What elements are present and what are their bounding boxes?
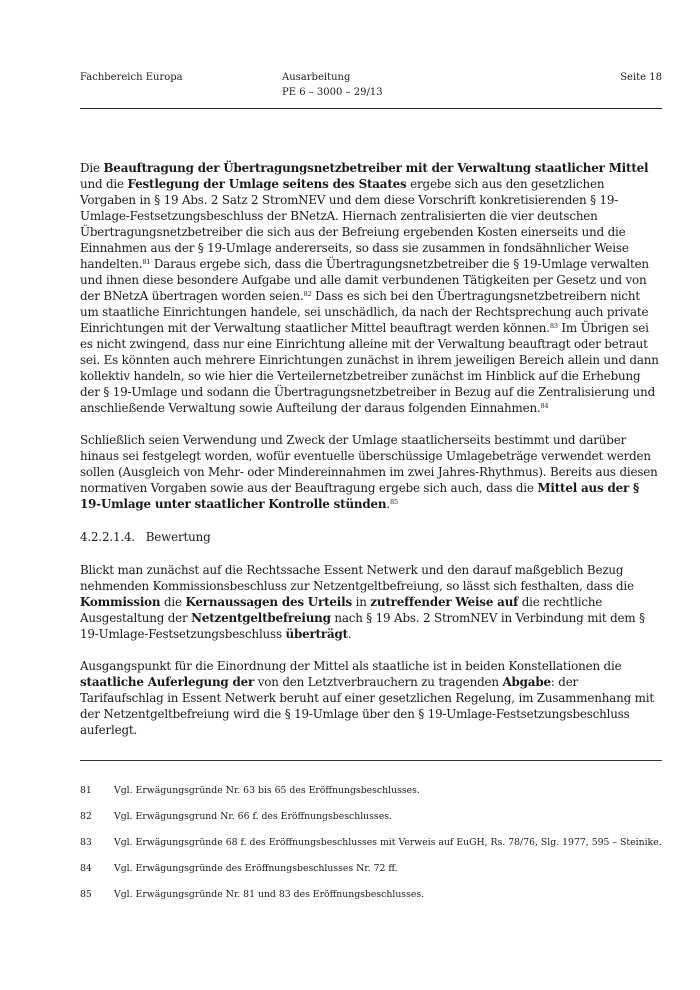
text-run: .: [347, 627, 352, 641]
bold-run: Netzentgeltbefreiung: [191, 611, 331, 625]
footnote-ref[interactable]: 85: [390, 498, 398, 506]
page-header: [80, 66, 662, 109]
text-run: Im Übrigen sei es nicht zwingend, dass nur eine Einrichtung alleine mit der Verwaltung beauftragt oder betraut sei. Es könnten auch mehrere Einrichtungen zunächst in ihrem jeweiligen Bereich allein und dann kollektiv handeln, so wie hier die Verteilernetzbetreiber zunächst im Hinblick auf die Erhebung der § 19-Umlage und sodann die Übertragungsnetzbetreiber in Bezug auf die Zentralisierung und anschließende Verwaltung sowie Aufteilung der daraus folgenden Einnahmen.: [80, 321, 659, 415]
footnote-number: 82: [80, 811, 92, 822]
bold-run: Kommission: [80, 595, 161, 609]
text-run: Dass es sich bei den Übertragungsnetzbetreibern nicht um staatliche Einrichtungen handele, sei unschädlich, da nach der Rechtsprechung auch private Einrichtungen mit der Verwaltung staatlicher Mittel beauftragt werden können.: [80, 289, 649, 335]
bold-run: überträgt: [285, 627, 348, 641]
paragraph-3: [80, 562, 662, 642]
text-run: die: [160, 595, 186, 609]
text-run: Die: [80, 161, 104, 175]
text-run: nach § 19 Abs. 2 StromNEV in Verbindung mit dem § 19-Umlage-Festsetzungsbeschluss: [80, 611, 645, 641]
footnote-text: Vgl. Erwägungsgründe 68 f. des Eröffnungsbeschlusses mit Verweis auf EuGH, Rs. 78/76, Slg. 1977, 595 – Steinike.: [114, 837, 662, 848]
footnote-83: [80, 836, 662, 849]
text-run: Schließlich seien Verwendung und Zweck der Umlage staatlicherseits bestimmt und darüber hinaus sei festgelegt worden, wofür eventuelle überschüssige Umlagebeträge verwendet werden sollen (Ausgleich von Mehr- oder Mindereinnahmen im zwei Jahres-Rhythmus). Bereits aus diesen normativen Vorgaben sowie aus der Beauftragung ergebe sich auch, dass die: [80, 433, 658, 495]
footnote-number: 83: [80, 837, 92, 848]
paragraph-1: [80, 160, 662, 416]
footnote-ref[interactable]: 82: [303, 290, 312, 298]
header-doc-type: Ausarbeitung: [282, 72, 351, 83]
paragraph-4: [80, 658, 662, 738]
footnote-divider: [80, 760, 662, 761]
text-run: : der Tarifaufschlag in Essent Netwerk beruht auf einer gesetzlichen Regelung, im Zusammenhang mit der Netzentgeltbefreiung wird die § 19-Umlage über den § 19-Umlage-Festsetzungsbeschluss auferlegt.: [80, 675, 654, 737]
bold-run: staatliche Auferlegung der: [80, 675, 255, 689]
text-run: .: [386, 497, 390, 511]
bold-run: Festlegung der Umlage seitens des Staates: [127, 177, 407, 191]
footnote-text: Vgl. Erwägungsgründe Nr. 63 bis 65 des Eröffnungsbeschlusses.: [114, 785, 420, 796]
text-run: Daraus ergebe sich, dass die Übertragungsnetzbetreiber die § 19-Umlage verwalten und ihnen diese besondere Aufgabe und alle damit verbundenen Tätigkeiten per Gesetz und von der BNetzA übertragen worden seien.: [80, 257, 649, 303]
header-department: Fachbereich Europa: [80, 72, 183, 83]
footnote-82: [80, 810, 662, 823]
footnotes: [80, 784, 662, 914]
footnote-number: 81: [80, 785, 92, 796]
text-run: Blickt man zunächst auf die Rechtssache Essent Netwerk und den darauf maßgeblich Bezug nehmenden Kommissionsbeschluss zur Netzentgeltbefreiung, so lässt sich festhalten, dass die: [80, 563, 634, 593]
text-run: von den Letztverbrauchern zu tragenden: [254, 675, 503, 689]
bold-run: Beauftragung der Übertragungsnetzbetreiber mit der Verwaltung staatlicher Mittel: [103, 161, 649, 175]
footnote-number: 85: [80, 889, 92, 900]
footnote-85: [80, 888, 662, 901]
header-page-number: Seite 18: [620, 72, 662, 83]
footnote-ref[interactable]: 81: [142, 258, 151, 266]
text-run: Ausgangspunkt für die Einordnung der Mittel als staatliche ist in beiden Konstellationen die: [80, 659, 622, 673]
section-number: 4.2.2.1.4.: [80, 530, 135, 544]
footnote-ref[interactable]: 83: [549, 322, 558, 330]
text-run: ergebe sich aus den gesetzlichen Vorgaben in § 19 Abs. 2 Satz 2 StromNEV und dem diese Vorschrift konkretisierenden § 19-Umlage-Festsetzungsbeschluss der BNetzA. Hiernach zentralisierten die vier deutschen Übertragungsnetzbetreiber die sich aus der Befreiung ergebenden Kosten einerseits und die Einnahmen aus der § 19-Umlage andererseits, so dass sie zusammen in fondsähnlicher Weise handelten.: [80, 177, 629, 271]
text-run: und die: [80, 177, 128, 191]
bold-run: zutreffender Weise auf: [370, 595, 519, 609]
paragraph-2: [80, 432, 662, 512]
footnote-text: Vgl. Erwägungsgründe Nr. 81 und 83 des Eröffnungsbeschlusses.: [114, 889, 425, 900]
section-title: Bewertung: [145, 530, 211, 544]
body-text: [80, 160, 662, 738]
text-run: in: [351, 595, 371, 609]
footnote-81: [80, 784, 662, 797]
bold-run: Kernaussagen des Urteils: [185, 595, 352, 609]
text-run: die rechtliche Ausgestaltung der: [80, 595, 603, 625]
bold-run: Abgabe: [502, 675, 551, 689]
header-doc-info: [282, 70, 383, 100]
header-doc-number: PE 6 – 3000 – 29/13: [282, 87, 383, 98]
section-heading: [80, 529, 662, 545]
bold-run: Mittel aus der § 19-Umlage unter staatlicher Kontrolle stünden: [80, 481, 640, 511]
footnote-text: Vgl. Erwägungsgründe des Eröffnungsbeschlusses Nr. 72 ff.: [114, 863, 398, 874]
footnote-text: Vgl. Erwägungsgrund Nr. 66 f. des Eröffnungsbeschlusses.: [114, 811, 392, 822]
footnote-84: [80, 862, 662, 875]
footnote-number: 84: [80, 863, 92, 874]
footnote-ref[interactable]: 84: [540, 402, 549, 410]
